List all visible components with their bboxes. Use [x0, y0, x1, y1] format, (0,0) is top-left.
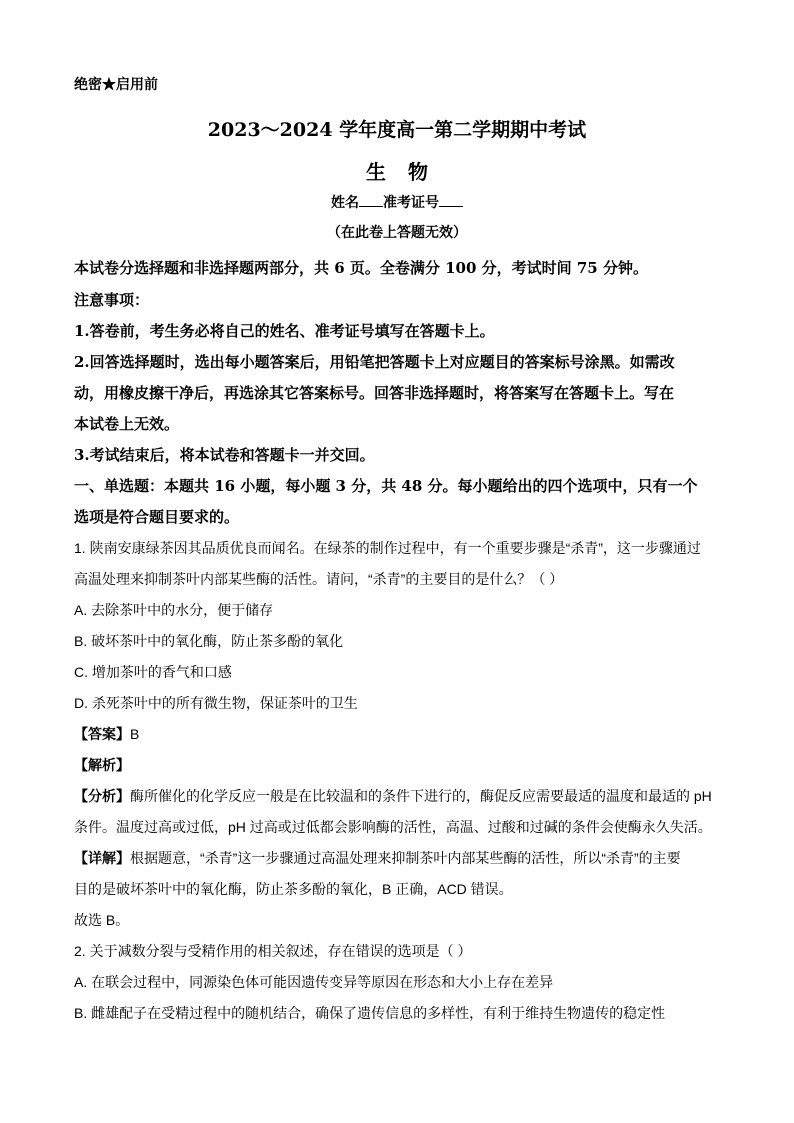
q1-stem-line-2: 高温处理来抑制茶叶内部某些酶的活性。请问，“杀青”的主要目的是什么？（ ）	[74, 571, 564, 587]
note-item-2-line-3: 本试卷上无效。	[74, 415, 180, 433]
answer-tag: 【答案】	[74, 726, 130, 742]
section-heading-line-1: 一、单选题：本题共 16 小题，每小题 3 分，共 48 分。每小题给出的四个选项中，只有一个	[74, 477, 698, 495]
q1-answer	[74, 724, 724, 744]
fenxi-tag: 【分析】	[74, 788, 130, 804]
q1-conclusion: 故选 B。	[74, 912, 130, 928]
section-heading-line-2: 选项是符合题目要求的。	[74, 508, 240, 526]
confidential-label: 绝密★启用前	[74, 77, 158, 93]
q1-fenxi-line-2: 条件。温度过高或过低，pH 过高或过低都会影响酶的活性，高温、过酸和过碱的条件会使酶永久失活。	[74, 819, 712, 835]
q1-option-a: A. 去除茶叶中的水分，便于储存	[74, 602, 274, 618]
q1-option-c: C. 增加茶叶的香气和口感	[74, 664, 232, 680]
q2-option-b: B. 雌雄配子在受精过程中的随机结合，确保了遗传信息的多样性，有利于维持生物遗传的稳定性	[74, 1005, 666, 1021]
note-item-2-line-2: 动，用橡皮擦干净后，再选涂其它答案标号。回答非选择题时，将答案写在答题卡上。写在	[74, 384, 675, 402]
invalid-note: （在此卷上答题无效）	[327, 225, 467, 241]
q1-xiangjie-line-2: 目的是破坏茶叶中的氧化酶，防止茶多酚的氧化，B 正确，ACD 错误。	[74, 881, 513, 897]
xiangjie-text-1: 根据题意，“杀青”这一步骤通过高温处理来抑制茶叶内部某些酶的活性，所以“杀青”的主要	[130, 850, 681, 866]
q1-fenxi-line-1	[74, 786, 724, 806]
q1-analysis-tag: 【解析】	[74, 757, 130, 773]
id-label: 准考证号	[383, 195, 439, 211]
note-item-1: 1.答卷前，考生务必将自己的姓名、准考证号填写在答题卡上。	[74, 322, 495, 340]
note-item-2-line-1: 2.回答选择题时，选出每小题答案后，用铅笔把答题卡上对应题目的答案标号涂黑。如需改	[74, 353, 675, 371]
q1-option-d: D. 杀死茶叶中的所有微生物，保证茶叶的卫生	[74, 695, 358, 711]
name-id-line	[0, 192, 794, 212]
name-blank	[359, 194, 383, 207]
intro-text: 本试卷分选择题和非选择题两部分，共 6 页。全卷满分 100 分，考试时间 75 分钟。	[74, 259, 648, 277]
xiangjie-tag: 【详解】	[74, 850, 130, 866]
notes-heading: 注意事项：	[74, 291, 150, 309]
exam-title: 2023～2024 学年度高一第二学期期中考试	[207, 119, 587, 141]
q1-xiangjie-line-1	[74, 848, 724, 868]
q2-option-a: A. 在联会过程中，同源染色体可能因遗传变异等原因在形态和大小上存在差异	[74, 974, 554, 990]
name-label: 姓名	[331, 195, 359, 211]
id-blank	[439, 194, 463, 207]
q1-option-b: B. 破坏茶叶中的氧化酶，防止茶多酚的氧化	[74, 633, 344, 649]
q1-stem-line-1: 1. 陕南安康绿茶因其品质优良而闻名。在绿茶的制作过程中，有一个重要步骤是“杀青”，这一步骤通过	[74, 540, 701, 556]
fenxi-text-1: 酶所催化的化学反应一般是在比较温和的条件下进行的，酶促反应需要最适的温度和最适的 pH	[130, 788, 712, 804]
answer-value: B	[130, 726, 140, 742]
q2-stem: 2. 关于减数分裂与受精作用的相关叙述，存在错误的选项是（ ）	[74, 943, 472, 959]
subject-title: 生物	[366, 160, 450, 184]
note-item-3: 3.考试结束后，将本试卷和答题卡一并交回。	[74, 446, 375, 464]
